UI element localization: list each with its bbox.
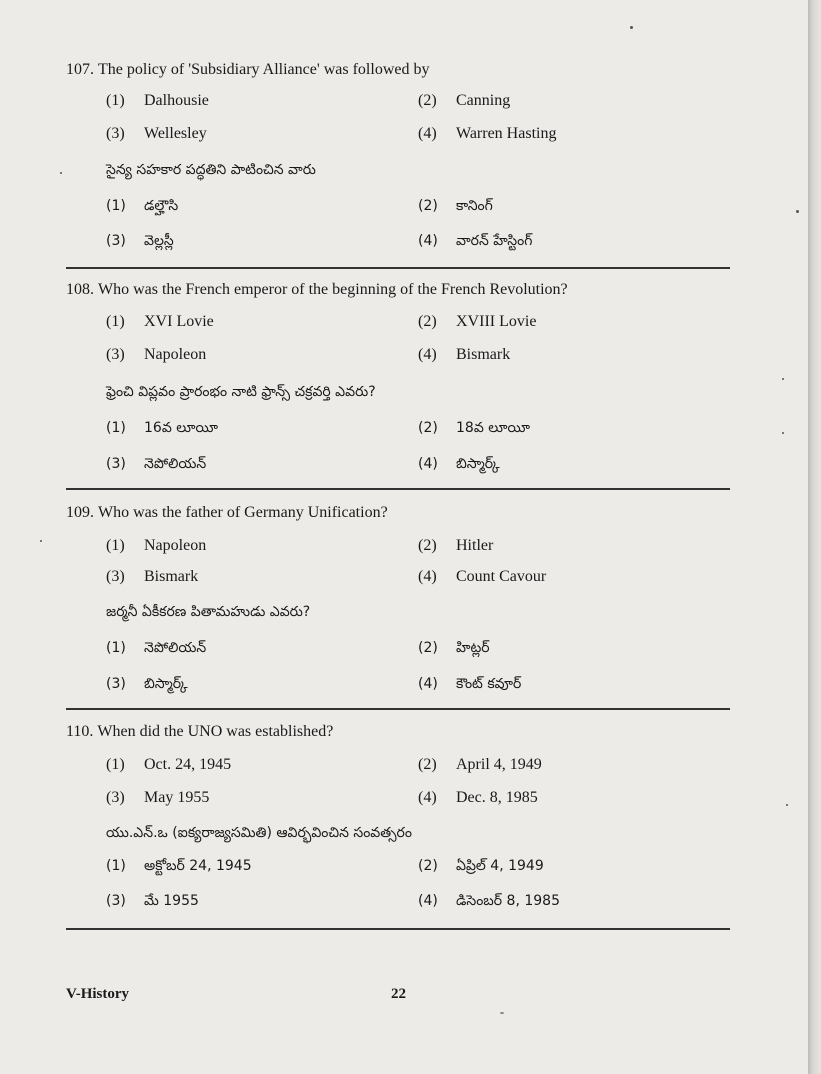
divider (66, 488, 730, 490)
divider (66, 928, 730, 930)
option-4-te: (4) డిసెంబర్ 8, 1985 (418, 893, 560, 909)
divider (66, 267, 730, 269)
scan-speck (40, 540, 42, 542)
question-text-telugu: జర్మనీ ఏకీకరణ పితామహుడు ఎవరు? (106, 604, 311, 620)
option-1: (1) Dalhousie (106, 92, 209, 109)
question-text-telugu: ఫ్రెంచి విప్లవం ప్రారంభం నాటి ఫ్రాన్స్ చక్రవర్తి ఎవరు? (106, 384, 376, 400)
question-107 (66, 60, 730, 80)
option-2: (2) Hitler (418, 537, 494, 554)
option-4-te: (4) వారన్ హేస్టింగ్ (418, 233, 533, 249)
scan-speck (786, 804, 788, 806)
scan-speck (60, 172, 62, 174)
scan-speck (796, 210, 799, 213)
scan-speck (630, 26, 633, 29)
option-4: (4) Dec. 8, 1985 (418, 789, 538, 806)
option-2-te: (2) ఏప్రిల్ 4, 1949 (418, 858, 544, 874)
question-110 (66, 722, 730, 742)
option-2: (2) XVIII Lovie (418, 313, 537, 330)
option-1: (1) Napoleon (106, 537, 207, 554)
option-2-te: (2) 18వ లూయీ (418, 420, 530, 436)
option-1-te: (1) 16వ లూయీ (106, 420, 218, 436)
scan-speck (782, 378, 784, 380)
option-1-te: (1) అక్టోబర్ 24, 1945 (106, 858, 252, 874)
question-108 (66, 280, 730, 300)
option-1-te: (1) డల్హౌసి (106, 198, 179, 214)
page-edge (808, 0, 821, 1074)
option-3: (3) Bismark (106, 568, 199, 585)
option-4-te: (4) బిస్మార్క్ (418, 456, 500, 472)
question-text-telugu: యు.ఎన్.ఒ (ఐక్యరాజ్యసమితి) ఆవిర్భవించిన సంవత్సరం (106, 825, 412, 841)
scan-speck (782, 432, 784, 434)
question-text: 110. When did the UNO was established? (66, 723, 334, 740)
option-3: (3) Napoleon (106, 346, 207, 363)
question-text: 107. The policy of 'Subsidiary Alliance' was followed by (66, 61, 430, 78)
question-text: 109. Who was the father of Germany Unification? (66, 504, 388, 521)
scan-speck (500, 1012, 504, 1014)
option-1: (1) Oct. 24, 1945 (106, 756, 232, 773)
question-109 (66, 503, 730, 523)
option-3: (3) May 1955 (106, 789, 210, 806)
option-4: (4) Count Cavour (418, 568, 547, 585)
option-3-te: (3) నెపోలియన్ (106, 456, 207, 472)
option-3-te: (3) మే 1955 (106, 893, 199, 909)
option-1: (1) XVI Lovie (106, 313, 214, 330)
option-4: (4) Warren Hasting (418, 125, 557, 142)
option-4-te: (4) కౌంట్ కవూర్ (418, 676, 522, 692)
option-2-te: (2) హిట్లర్ (418, 640, 490, 656)
footer-section: V-History (66, 986, 130, 1002)
option-3: (3) Wellesley (106, 125, 207, 142)
question-text-telugu: సైన్య సహకార పద్ధతిని పాటించిన వారు (106, 162, 316, 178)
option-2: (2) April 4, 1949 (418, 756, 542, 773)
option-2-te: (2) కానింగ్ (418, 198, 493, 214)
option-3-te: (3) వెల్లస్లీ (106, 233, 174, 249)
divider (66, 708, 730, 710)
question-text: 108. Who was the French emperor of the beginning of the French Revolution? (66, 281, 568, 298)
option-2: (2) Canning (418, 92, 511, 109)
option-4: (4) Bismark (418, 346, 511, 363)
option-3-te: (3) బిస్మార్క్ (106, 676, 188, 692)
page-number: 22 (391, 986, 406, 1002)
option-1-te: (1) నెపోలియన్ (106, 640, 207, 656)
